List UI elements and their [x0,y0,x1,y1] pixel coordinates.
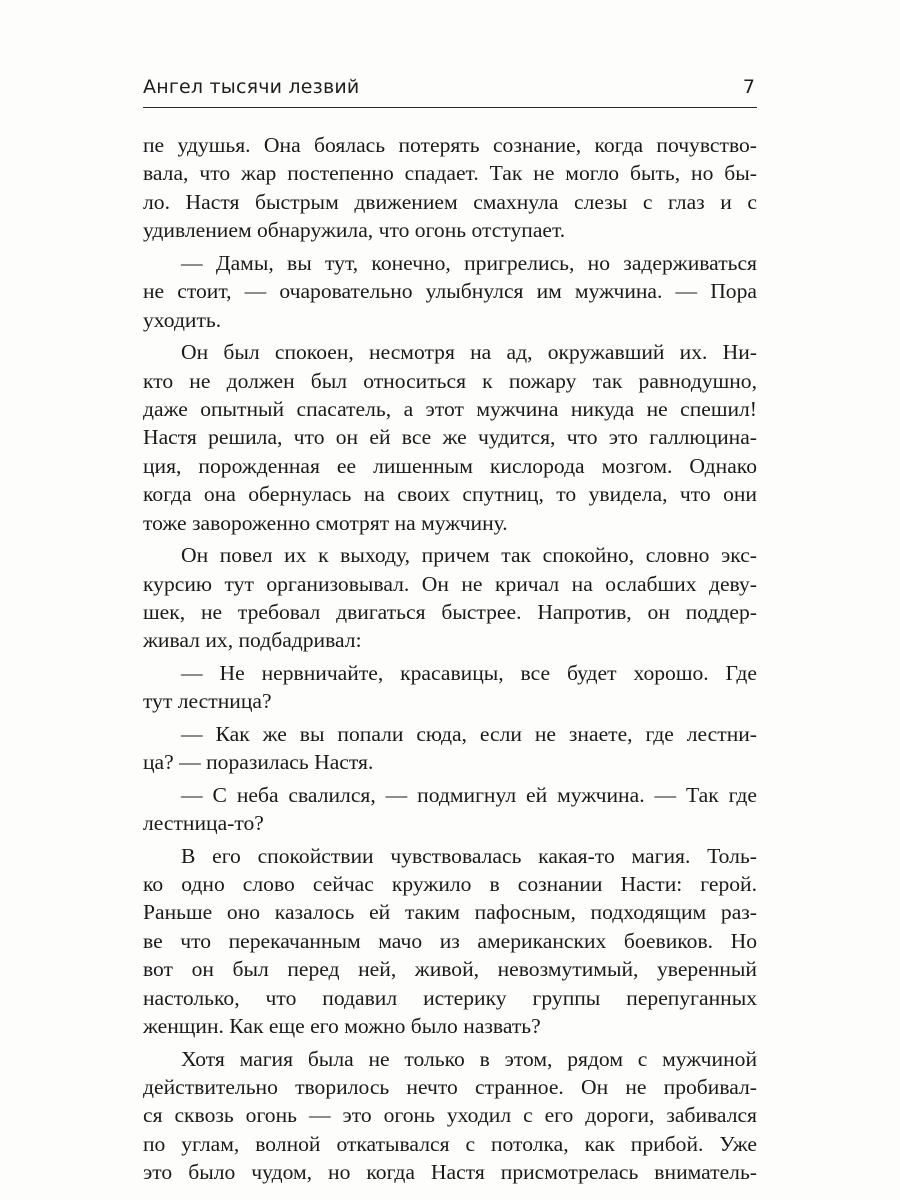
text-line: по углам, волной откатывался с потолка, как прибой. Уже [143,1131,757,1156]
text-line: ве что перекачанным мачо из американских боевиков. Но [143,928,757,953]
running-title: Ангел тысячи лезвий [143,76,360,98]
text-line: женщин. Как еще его можно было назвать? [143,1014,541,1039]
text-line: — С неба свалился, — подмигнул ей мужчина. — Так где [181,782,757,807]
text-line: когда она обернулась на своих спутниц, то увидела, что они [143,482,757,507]
text-line: шек, не требовал двигаться быстрее. Напротив, он поддер- [143,600,757,624]
body-text [143,131,757,1187]
text-line: не стоит, — очаровательно улыбнулся им мужчина. — Пора [143,279,757,304]
page-number: 7 [742,76,755,98]
text-line: Он был спокоен, несмотря на ад, окружавший их. Ни- [181,340,757,365]
text-line: Хотя магия была не только в этом, рядом с мужчиной [181,1046,757,1071]
text-line: — Не нервничайте, красавицы, все будет хорошо. Где [181,660,757,685]
text-line: В его спокойствии чувствовалась какая-то магия. Толь- [181,843,757,868]
text-line: даже опытный спасатель, а этот мужчина никуда не спешил! [143,396,757,421]
text-line: живал их, подбадривал: [143,628,362,653]
text-line: удивлением обнаружила, что огонь отступает. [143,218,566,243]
running-header [143,76,757,104]
text-line: действительно творилось нечто странное. Он не пробивал- [143,1075,757,1099]
text-line: Настя решила, что он ей все же чудится, что это галлюцина- [143,425,757,450]
text-line: кто не должен был относиться к пожару так равнодушно, [143,368,757,393]
text-line: ло. Настя быстрым движением смахнула слезы с глаз и с [143,189,757,214]
text-line: настолько, что подавил истерику группы перепуганных [143,985,757,1010]
text-line: вот он был перед ней, живой, невозмутимый, уверенный [143,957,757,982]
text-line: ся сквозь огонь — это огонь уходил с его дороги, забивался [143,1103,757,1128]
text-line: пе удушья. Она боялась потерять сознание, когда почувство- [143,133,757,157]
text-line: ко одно слово сейчас кружило в сознании Насти: герой. [143,871,757,896]
text-line: курсию тут организовывал. Он не кричал на ослабших деву- [143,571,757,596]
text-line: Раньше оно казалось ей таким пафосным, подходящим раз- [143,900,757,925]
text-line: ца? — поразилась Настя. [143,750,374,775]
text-line: уходить. [143,307,222,332]
text-line: — Дамы, вы тут, конечно, пригрелись, но задерживаться [181,250,757,275]
text-line: тоже завороженно смотрят на мужчину. [143,510,508,535]
text-line: — Как же вы попали сюда, если не знаете, где лестни- [181,721,757,746]
text-line: вала, что жар постепенно спадает. Так не могло быть, но бы- [143,161,757,186]
text-line: лестница-то? [143,811,264,836]
text-line: Он повел их к выходу, причем так спокойно, словно экс- [181,543,757,568]
text-line: тут лестница? [143,689,272,714]
header-rule [143,107,757,108]
text-line: ция, порожденная ее лишенным кислорода мозгом. Однако [143,453,757,478]
text-line: это было чудом, но когда Настя присмотрелась вниматель- [143,1160,757,1185]
